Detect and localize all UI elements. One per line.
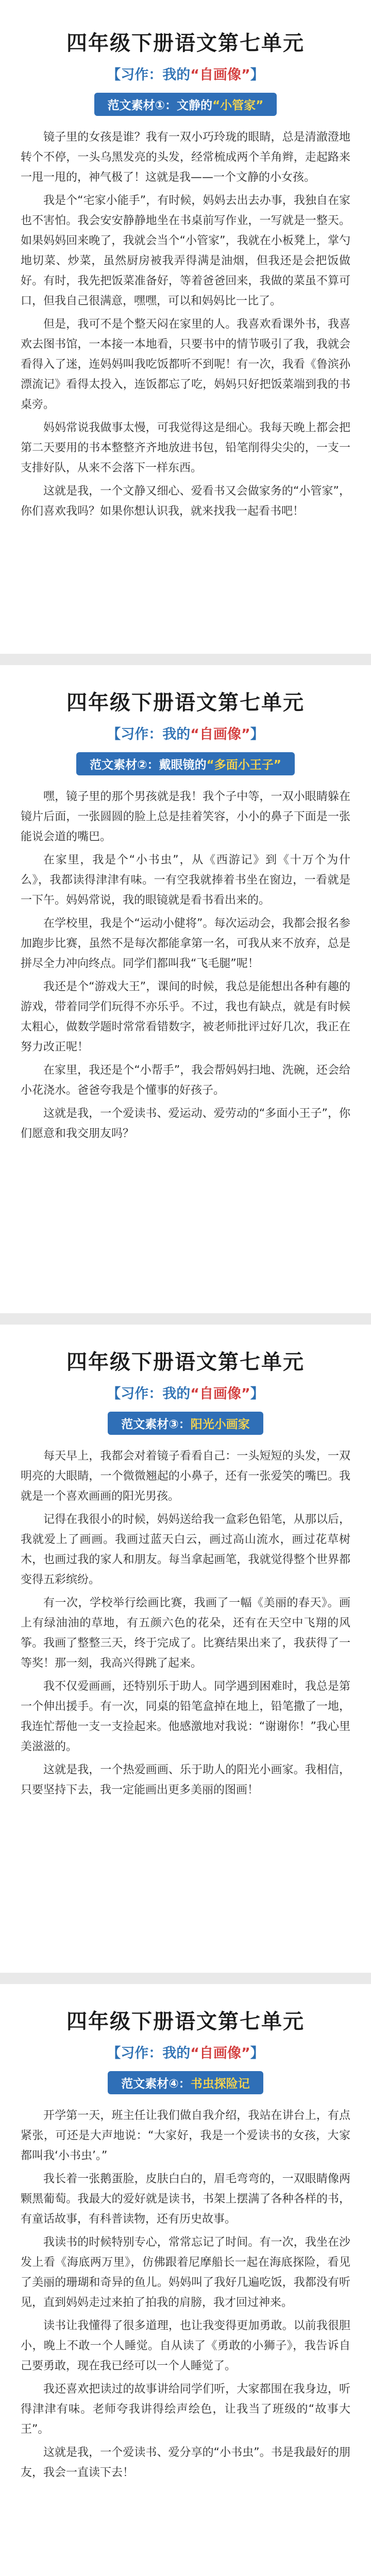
- exercise-suffix: 】: [250, 67, 264, 83]
- essay-paragraph: 这就是我，一个爱读书、爱运动、爱劳动的“多面小王子”，你们愿意和我交朋友吗？: [21, 1107, 350, 1140]
- essay-section: [0, 659, 371, 1319]
- essay-paragraph: 有一次，学校举行绘画比赛，我画了一幅《美丽的春天》。画上有绿油油的草地，有五颜六色的花朵，还有在天空中飞翔的风筝。我画了整整三天，终于完成了。比赛结果出来了，我获得了一等奖！那一刻，我高兴得跳了起来。: [21, 1597, 350, 1670]
- tag-row: [21, 2071, 350, 2094]
- unit-title: 四年级下册语文第七单元: [66, 1350, 305, 1374]
- essay-section: [0, 0, 371, 659]
- exercise-quote: “自画像”: [190, 1386, 250, 1402]
- essay-paragraph: 开学第一天，班主任让我们做自我介绍，我站在讲台上，有点紧张，可还是大声地说：“大家好，我是一个爱读书的女孩，大家都叫我‘小书虫’。”: [21, 2109, 350, 2162]
- sample-tag-name: 阳光小画家: [190, 1418, 250, 1431]
- essay-paragraph: 这就是我，一个爱读书、爱分享的“小书虫”。书是我最好的朋友，我会一直读下去！: [21, 2446, 350, 2479]
- exercise-subtitle: [21, 723, 350, 743]
- unit-title: 四年级下册语文第七单元: [66, 2009, 305, 2033]
- essay-paragraph: 我还是个“游戏大王”，课间的时候，我总是能想出各种有趣的游戏，带着同学们玩得不亦乐乎。不过，我也有缺点，就是有时候太粗心，做数学题时常常看错数字，被老师批评过好几次，我正在努力改正呢！: [21, 980, 350, 1054]
- sample-tag: [108, 2071, 263, 2094]
- unit-title: 四年级下册语文第七单元: [66, 690, 305, 715]
- essay-paragraph: 妈妈常说我做事太慢，可我觉得这是细心。我每天晚上都会把第二天要用的书本整整齐齐地放进书包，铅笔削得尖尖的，一支一支排好队，从来不会落下一样东西。: [21, 421, 350, 474]
- essay-paragraph: 这就是我，一个热爱画画、乐于助人的阳光小画家。我相信，只要坚持下去，我一定能画出更多美丽的图画！: [21, 1764, 350, 1797]
- sample-tag: [94, 93, 277, 116]
- essay-paragraph: 我是个“宅家小能手”，有时候，妈妈去出去办事，我独自在家也不害怕。我会安安静静地坐在书桌前写作业，一写就是一整天。如果妈妈回来晚了，我就会当个“小管家”，我就在小板凳上，掌勺地切菜、炒菜，虽然厨房被我弄得满是油烟，但我还是会把饭做好。有时，我先把饭菜准备好，等着爸爸回来，我做的菜虽不算可口，但我自己很满意，嘿嘿，可以和妈妈比一比了。: [21, 194, 350, 308]
- essay-paragraph: 在家里，我还是个“小帮手”，我会帮妈妈扫地、洗碗，还会给小花浇水。爸爸夸我是个懂事的好孩子。: [21, 1064, 350, 1097]
- exercise-prefix: 【习作：我的: [107, 1386, 191, 1402]
- exercise-suffix: 】: [250, 1386, 264, 1402]
- essay-body: [21, 1446, 350, 1800]
- essay-paragraph: 每天早上，我都会对着镜子看看自己：一头短短的头发，一双明亮的大眼睛，一个微微翘起的小鼻子，还有一张爱笑的嘴巴。我就是一个喜欢画画的阳光男孩。: [21, 1450, 350, 1503]
- essay-body: [21, 2106, 350, 2483]
- exercise-prefix: 【习作：我的: [107, 2045, 191, 2061]
- exercise-prefix: 【习作：我的: [107, 67, 191, 83]
- sample-tag-prefix: 范文素材②：戴眼镜的: [90, 758, 207, 772]
- sample-tag-name: “多面小王子”: [206, 758, 281, 772]
- sample-tag: [108, 1412, 263, 1435]
- essay-paragraph: 在家里，我是个“小书虫”，从《西游记》到《十万个为什么》，我都读得津津有味。一有空我就捧着书坐在窗边，一看就是一下午。妈妈常说，我的眼镜就是看书看出来的。: [21, 854, 350, 907]
- unit-title: 四年级下册语文第七单元: [66, 31, 305, 55]
- sample-tag-prefix: 范文素材①：文静的: [107, 99, 213, 112]
- exercise-subtitle: [21, 63, 350, 83]
- exercise-subtitle: [21, 1382, 350, 1402]
- exercise-quote: “自画像”: [190, 2045, 250, 2061]
- essay-paragraph: 记得在我很小的时候，妈妈送给我一盒彩色铅笔，从那以后，我就爱上了画画。我画过蓝天白云，画过高山流水，画过花草树木，也画过我的家人和朋友。每当拿起画笔，我就觉得整个世界都变得五彩缤纷。: [21, 1513, 350, 1586]
- section-divider: [0, 654, 371, 665]
- essay-paragraph: 在学校里，我是个“运动小健将”。每次运动会，我都会报名参加跑步比赛，虽然不是每次都能拿第一名，可我从来不放弃，总是拼尽全力冲向终点。同学们都叫我“飞毛腿”呢！: [21, 917, 350, 970]
- exercise-suffix: 】: [250, 2045, 264, 2061]
- essay-paragraph: 镜子里的女孩是谁？我有一双小巧玲珑的眼睛，总是清澈澄地转个不停，一头乌黑发亮的头发，经常梳成两个羊角辫，走起路来一甩一甩的，神气极了！这就是我——一个文静的小女孩。: [21, 131, 350, 184]
- essay-body: [21, 127, 350, 521]
- exercise-subtitle: [21, 2042, 350, 2062]
- sample-tag-prefix: 范文素材③：: [121, 1418, 191, 1431]
- section-divider: [0, 1973, 371, 1984]
- sample-tag-name: “小管家”: [212, 99, 264, 112]
- exercise-quote: “自画像”: [190, 67, 250, 83]
- essay-body: [21, 787, 350, 1144]
- essay-paragraph: 我还喜欢把读过的故事讲给同学们听，大家都围在我身边，听得津津有味。老师夸我讲得绘声绘色，让我当了班级的“故事大王”。: [21, 2383, 350, 2436]
- sample-tag-name: 书虫探险记: [190, 2077, 250, 2091]
- essay-paragraph: 我不仅爱画画，还特别乐于助人。同学遇到困难时，我总是第一个伸出援手。有一次，同桌的铅笔盒掉在地上，铅笔撒了一地，我连忙帮他一支一支捡起来。他感激地对我说：“谢谢你！”我心里美滋滋的。: [21, 1680, 350, 1753]
- essay-paragraph: 我长着一张鹅蛋脸，皮肤白白的，眉毛弯弯的，一双眼睛像两颗黑葡萄。我最大的爱好就是读书，书架上摆满了各种各样的书，有童话故事，有科普读物，还有历史故事。: [21, 2173, 350, 2226]
- section-divider: [0, 1313, 371, 1325]
- essay-paragraph: 我读书的时候特别专心，常常忘记了时间。有一次，我坐在沙发上看《海底两万里》，仿佛跟着尼摩船长一起在海底探险，看见了美丽的珊瑚和奇异的鱼儿。妈妈叫了我好几遍吃饭，我都没有听见，直到妈妈走过来拍了拍我的肩膀，我才回过神来。: [21, 2236, 350, 2309]
- tag-row: [21, 1412, 350, 1435]
- essay-section: [0, 1319, 371, 1978]
- sample-tag-prefix: 范文素材④：: [121, 2077, 191, 2091]
- essay-paragraph: 嘿，镜子里的那个男孩就是我！我个子中等，一双小眼睛躲在镜片后面，一张圆圆的脸上总是挂着笑容，小小的鼻子下面是一张能说会道的嘴巴。: [21, 790, 350, 843]
- exercise-prefix: 【习作：我的: [107, 726, 191, 742]
- exercise-suffix: 】: [250, 726, 264, 742]
- essay-section: [0, 1978, 371, 2576]
- essay-paragraph: 但是，我可不是个整天闷在家里的人。我喜欢看课外书，我喜欢去图书馆，一本接一本地看，只要书中的情节吸引了我，我就会看得入了迷，连妈妈叫我吃饭都听不到呢！有一次，我看《鲁滨孙漂流记》看得太投入，连饭都忘了吃，妈妈只好把饭菜端到我的书桌旁。: [21, 318, 350, 411]
- tag-row: [21, 93, 350, 116]
- essay-paragraph: 这就是我，一个文静又细心、爱看书又会做家务的“小管家”，你们喜欢我吗？如果你想认识我，就来找我一起看书吧！: [21, 485, 350, 518]
- tag-row: [21, 752, 350, 775]
- exercise-quote: “自画像”: [190, 726, 250, 742]
- sample-tag: [76, 752, 295, 775]
- essay-paragraph: 读书让我懂得了很多道理，也让我变得更加勇敢。以前我很胆小，晚上不敢一个人睡觉。自从读了《勇敢的小狮子》，我告诉自己要勇敢，现在我已经可以一个人睡觉了。: [21, 2319, 350, 2372]
